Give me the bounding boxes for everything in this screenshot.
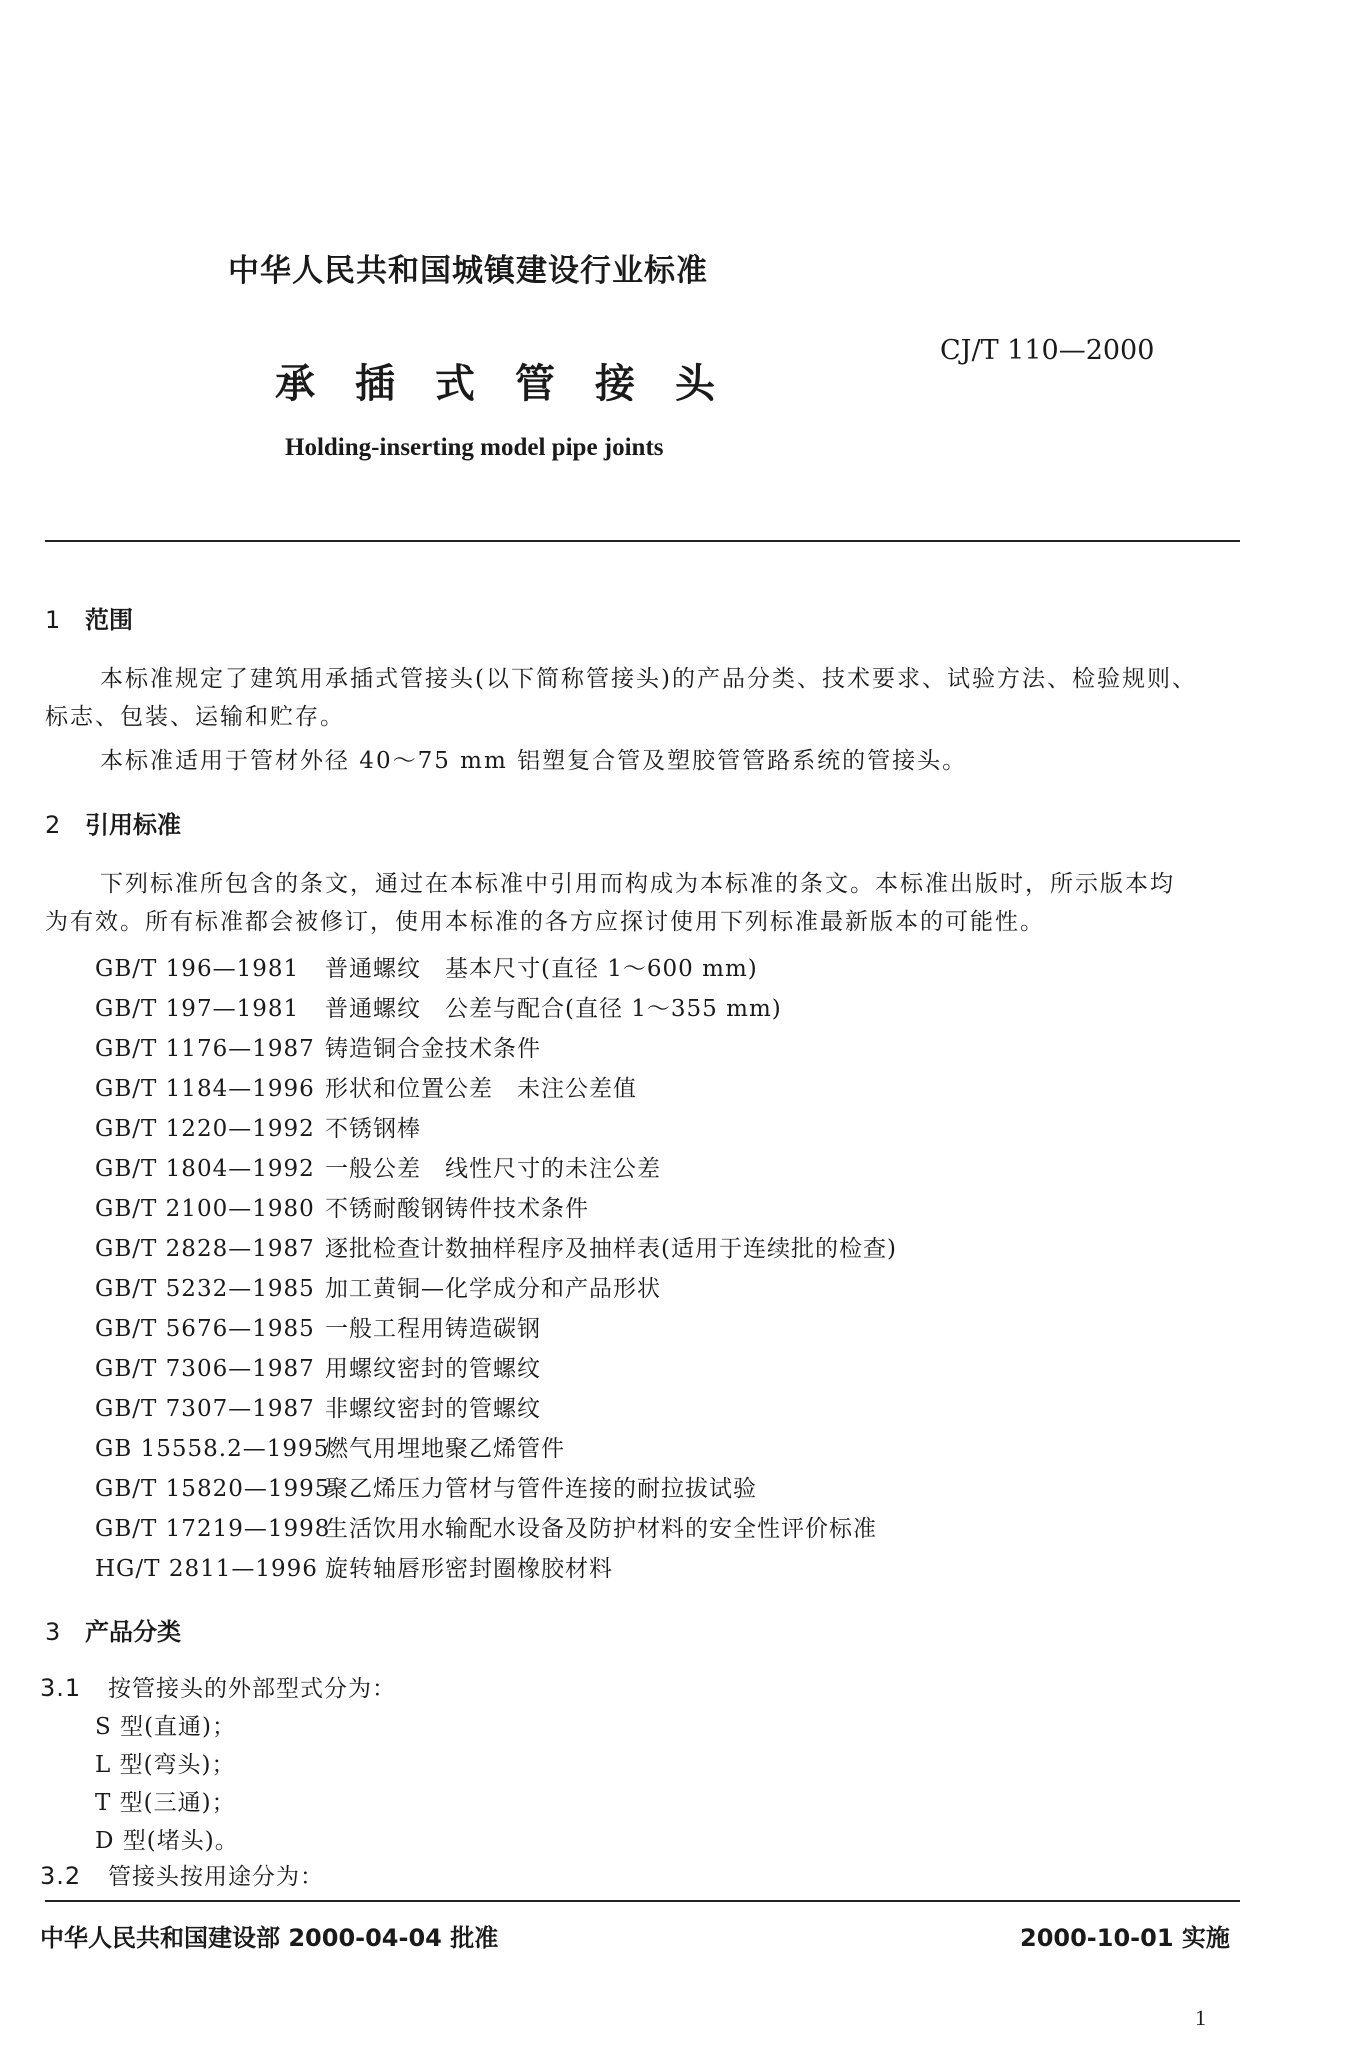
reference-code: GB/T 2828—1987 <box>95 1236 315 1262</box>
section-heading-normative-references <box>45 805 181 840</box>
subclause-number: 3.1 <box>40 1674 82 1702</box>
reference-code: GB/T 1220—1992 <box>95 1116 315 1142</box>
standard-code: CJ/T 110—2000 <box>940 335 1155 366</box>
subclause-number: 3.2 <box>40 1862 82 1890</box>
subclause-3-1 <box>40 1670 396 1703</box>
section-heading-product-classification <box>45 1612 181 1647</box>
section-title: 引用标准 <box>85 811 181 839</box>
type-item: D 型(堵头)。 <box>95 1828 239 1854</box>
reference-title: 不锈钢棒 <box>325 1116 421 1142</box>
references-intro-paragraph: 下列标准所包含的条文，通过在本标准中引用而构成为本标准的条文。本标准出版时，所示版本均 为有效。所有标准都会被修订，使用本标准的各方应探讨使用下列标准最新版本的可能性。 <box>45 871 1175 935</box>
section-number: 2 <box>45 811 61 839</box>
reference-code: GB/T 1804—1992 <box>95 1156 315 1182</box>
section-number: 1 <box>45 606 61 634</box>
reference-item <box>95 1270 661 1303</box>
reference-title: 铸造铜合金技术条件 <box>325 1036 541 1062</box>
header-divider <box>45 540 1240 542</box>
section-title: 产品分类 <box>85 1618 181 1646</box>
reference-item <box>95 1110 421 1143</box>
reference-item <box>95 1190 589 1223</box>
subclause-text: 按管接头的外部型式分为： <box>108 1676 396 1702</box>
reference-code: GB/T 197—1981 <box>95 996 300 1022</box>
reference-item <box>95 1430 565 1463</box>
reference-item <box>95 1310 541 1343</box>
reference-title: 加工黄铜—化学成分和产品形状 <box>325 1276 661 1302</box>
reference-title: 聚乙烯压力管材与管件连接的耐拉拔试验 <box>325 1476 757 1502</box>
document-title: 承插式管接头 <box>275 360 755 407</box>
reference-title: 燃气用埋地聚乙烯管件 <box>325 1436 565 1462</box>
reference-code: GB/T 17219—1998 <box>95 1516 331 1542</box>
section-title: 范围 <box>85 606 133 634</box>
reference-item <box>95 1350 541 1383</box>
implementation-date: 2000-10-01 实施 <box>1020 1924 1230 1952</box>
footer-divider <box>45 1900 1240 1902</box>
reference-code: GB/T 1184—1996 <box>95 1076 315 1102</box>
reference-title: 一般工程用铸造碳钢 <box>325 1316 541 1342</box>
reference-code: HG/T 2811—1996 <box>95 1556 318 1582</box>
reference-title: 普通螺纹 公差与配合(直径 1～355 mm) <box>325 996 782 1022</box>
type-item: L 型(弯头)； <box>95 1752 236 1778</box>
scope-paragraph-1: 本标准规定了建筑用承插式管接头(以下简称管接头)的产品分类、技术要求、试验方法、检验规则、 标志、包装、运输和贮存。 <box>45 666 1197 730</box>
document-title-english: Holding-inserting model pipe joints <box>285 434 664 461</box>
reference-code: GB/T 7306—1987 <box>95 1356 315 1382</box>
subclause-3-2 <box>40 1858 324 1891</box>
reference-code: GB/T 5676—1985 <box>95 1316 315 1342</box>
reference-code: GB/T 2100—1980 <box>95 1196 315 1222</box>
reference-title: 非螺纹密封的管螺纹 <box>325 1396 541 1422</box>
reference-title: 普通螺纹 基本尺寸(直径 1～600 mm) <box>325 956 758 982</box>
reference-code: GB/T 196—1981 <box>95 956 300 982</box>
standard-category: 中华人民共和国城镇建设行业标准 <box>228 253 708 289</box>
reference-title: 一般公差 线性尺寸的未注公差 <box>325 1156 661 1182</box>
reference-item <box>95 1070 637 1103</box>
type-item: T 型(三通)； <box>95 1790 236 1816</box>
reference-code: GB/T 5232—1985 <box>95 1276 315 1302</box>
reference-item <box>95 1030 541 1063</box>
section-heading-scope <box>45 600 133 635</box>
reference-code: GB/T 7307—1987 <box>95 1396 315 1422</box>
reference-item <box>95 1230 897 1263</box>
reference-title: 逐批检查计数抽样程序及抽样表(适用于连续批的检查) <box>325 1236 897 1262</box>
section-number: 3 <box>45 1618 61 1646</box>
page-number: 1 <box>1195 2005 1206 2030</box>
reference-title: 生活饮用水输配水设备及防护材料的安全性评价标准 <box>325 1516 877 1542</box>
type-item: S 型(直通)； <box>95 1714 237 1740</box>
scope-paragraph-2: 本标准适用于管材外径 40～75 mm 铝塑复合管及塑胶管管路系统的管接头。 <box>100 748 968 774</box>
reference-title: 旋转轴唇形密封圈橡胶材料 <box>325 1556 613 1582</box>
reference-title: 用螺纹密封的管螺纹 <box>325 1356 541 1382</box>
reference-item <box>95 1390 541 1423</box>
reference-item <box>95 1150 661 1183</box>
reference-item <box>95 950 758 983</box>
reference-item <box>95 1510 877 1543</box>
reference-item <box>95 1550 613 1583</box>
reference-item <box>95 1470 757 1503</box>
approval-date: 中华人民共和国建设部 2000-04-04 批准 <box>40 1924 499 1952</box>
reference-item <box>95 990 782 1023</box>
reference-code: GB 15558.2—1995 <box>95 1436 330 1462</box>
reference-title: 形状和位置公差 未注公差值 <box>325 1076 637 1102</box>
reference-code: GB/T 15820—1995 <box>95 1476 331 1502</box>
reference-title: 不锈耐酸钢铸件技术条件 <box>325 1196 589 1222</box>
reference-code: GB/T 1176—1987 <box>95 1036 315 1062</box>
subclause-text: 管接头按用途分为： <box>108 1864 324 1890</box>
